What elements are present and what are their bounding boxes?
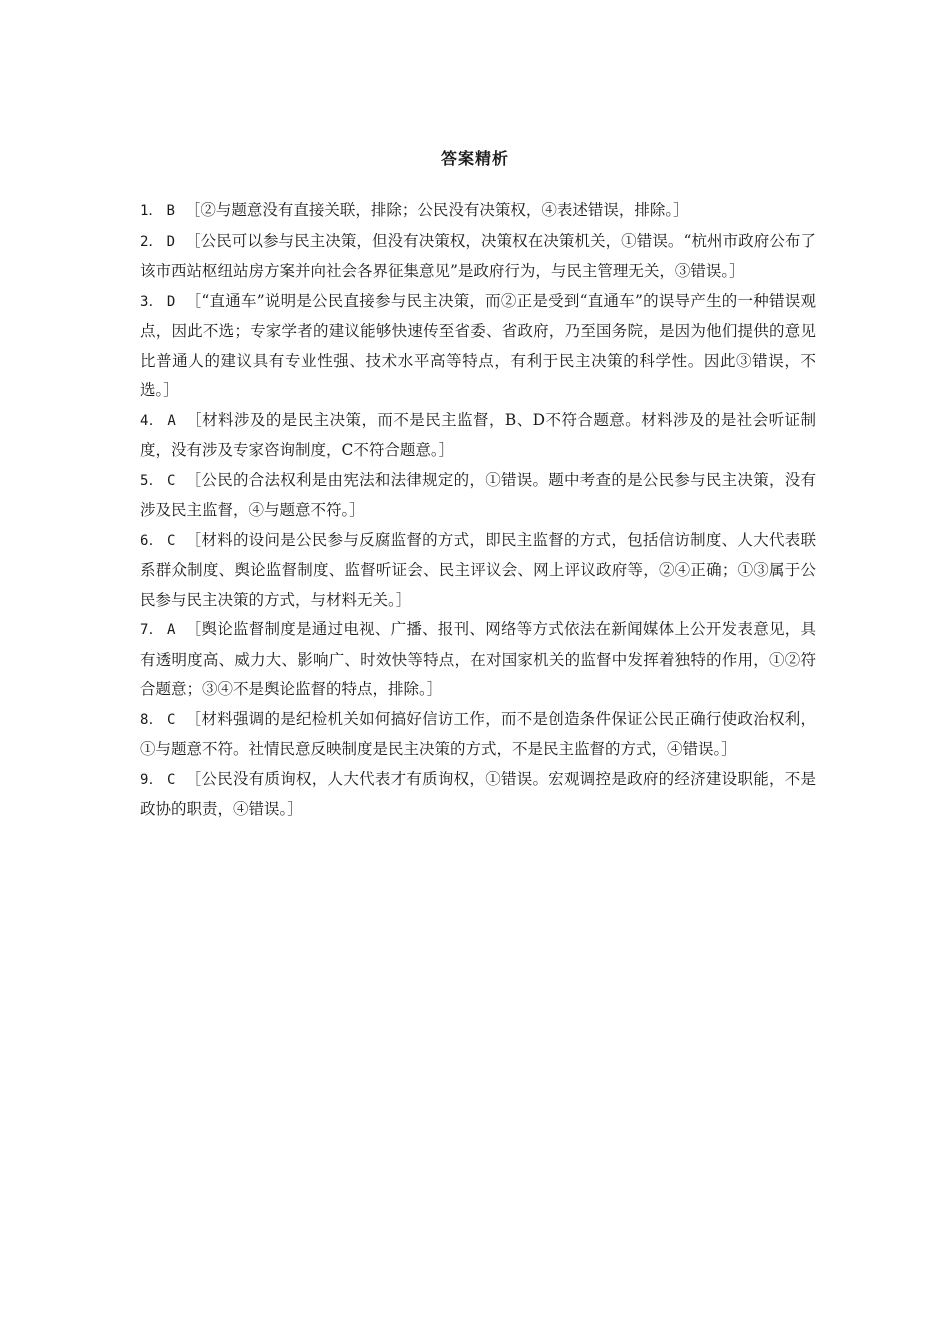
item-number: 7． [140,622,163,638]
answer-item-1 [140,196,816,227]
answer-item-3 [140,287,816,406]
item-number: 2． [140,233,163,250]
item-answer: D [166,293,176,310]
item-answer: C [166,711,176,728]
answer-item-8 [140,705,816,765]
page-title: 答案精析 [440,149,509,168]
item-answer: C [166,771,176,788]
answer-item-5 [140,466,816,526]
item-number: 9． [140,771,163,788]
item-answer: C [166,532,176,549]
answer-item-2 [140,227,816,287]
item-number: 3． [140,293,163,310]
item-explanation: ［公民没有质询权，人大代表才有质询权，①错误。宏观调控是政府的经济建设职能，不是政协的职责，④错误。］ [140,769,816,818]
item-answer: A [167,412,176,429]
answer-list [140,196,816,825]
item-explanation: ［材料的设问是公民参与反腐监督的方式，即民主监督的方式，包括信访制度、人大代表联系群众制度、舆论监督制度、监督听证会、民主评议会、网上评议政府等，②④正确；①③属于公民参与民主决策的方式，与材料无关。］ [140,530,816,609]
item-explanation: ［舆论监督制度是通过电视、广播、报刊、网络等方式依法在新闻媒体上公开发表意见，具有透明度高、威力大、影响广、时效快等特点，在对国家机关的监督中发挥着独特的作用，①②符合题意；③④不是舆论监督的特点，排除。］ [140,620,816,698]
item-number: 4． [140,412,164,429]
answer-item-7 [140,615,816,705]
item-explanation: ［②与题意没有直接关联，排除；公民没有决策权，④表述错误，排除。］ [184,201,689,219]
item-answer: B [166,203,175,219]
item-explanation: ［公民的合法权利是由宪法和法律规定的，①错误。题中考查的是公民参与民主决策，没有涉及民主监督，④与题意不符。］ [140,470,816,519]
item-explanation: ［材料涉及的是民主决策，而不是民主监督，B、D不符合题意。材料涉及的是社会听证制度，没有涉及专家咨询制度，C不符合题意。］ [140,410,816,459]
answer-item-4 [140,406,816,466]
item-answer: A [166,622,176,638]
item-number: 5． [140,472,163,489]
item-explanation: ［公民可以参与民主决策，但没有决策权，决策权在决策机关，①错误。“杭州市政府公布了该市西站枢纽站房方案并向社会各界征集意见”是政府行为，与民主管理无关，③错误。］ [140,231,816,280]
item-number: 6． [140,532,163,549]
answer-item-9 [140,765,816,825]
item-number: 1． [140,203,163,219]
item-answer: C [166,472,176,489]
item-explanation: ［“直通车”说明是公民直接参与民主决策，而②正是受到“直通车”的误导产生的一种错误观点，因此不选；专家学者的建议能够快速传至省委、省政府，乃至国务院，是因为他们提供的意见比普通人的建议具有专业性强、技术水平高等特点，有利于民主决策的科学性。因此③错误，不选。］ [140,291,816,399]
item-number: 8． [140,711,163,728]
answer-item-6 [140,526,816,616]
item-explanation: ［材料强调的是纪检机关如何搞好信访工作，而不是创造条件保证公民正确行使政治权利，①与题意不符。社情民意反映制度是民主决策的方式，不是民主监督的方式，④错误。］ [140,709,816,758]
item-answer: D [166,233,176,250]
